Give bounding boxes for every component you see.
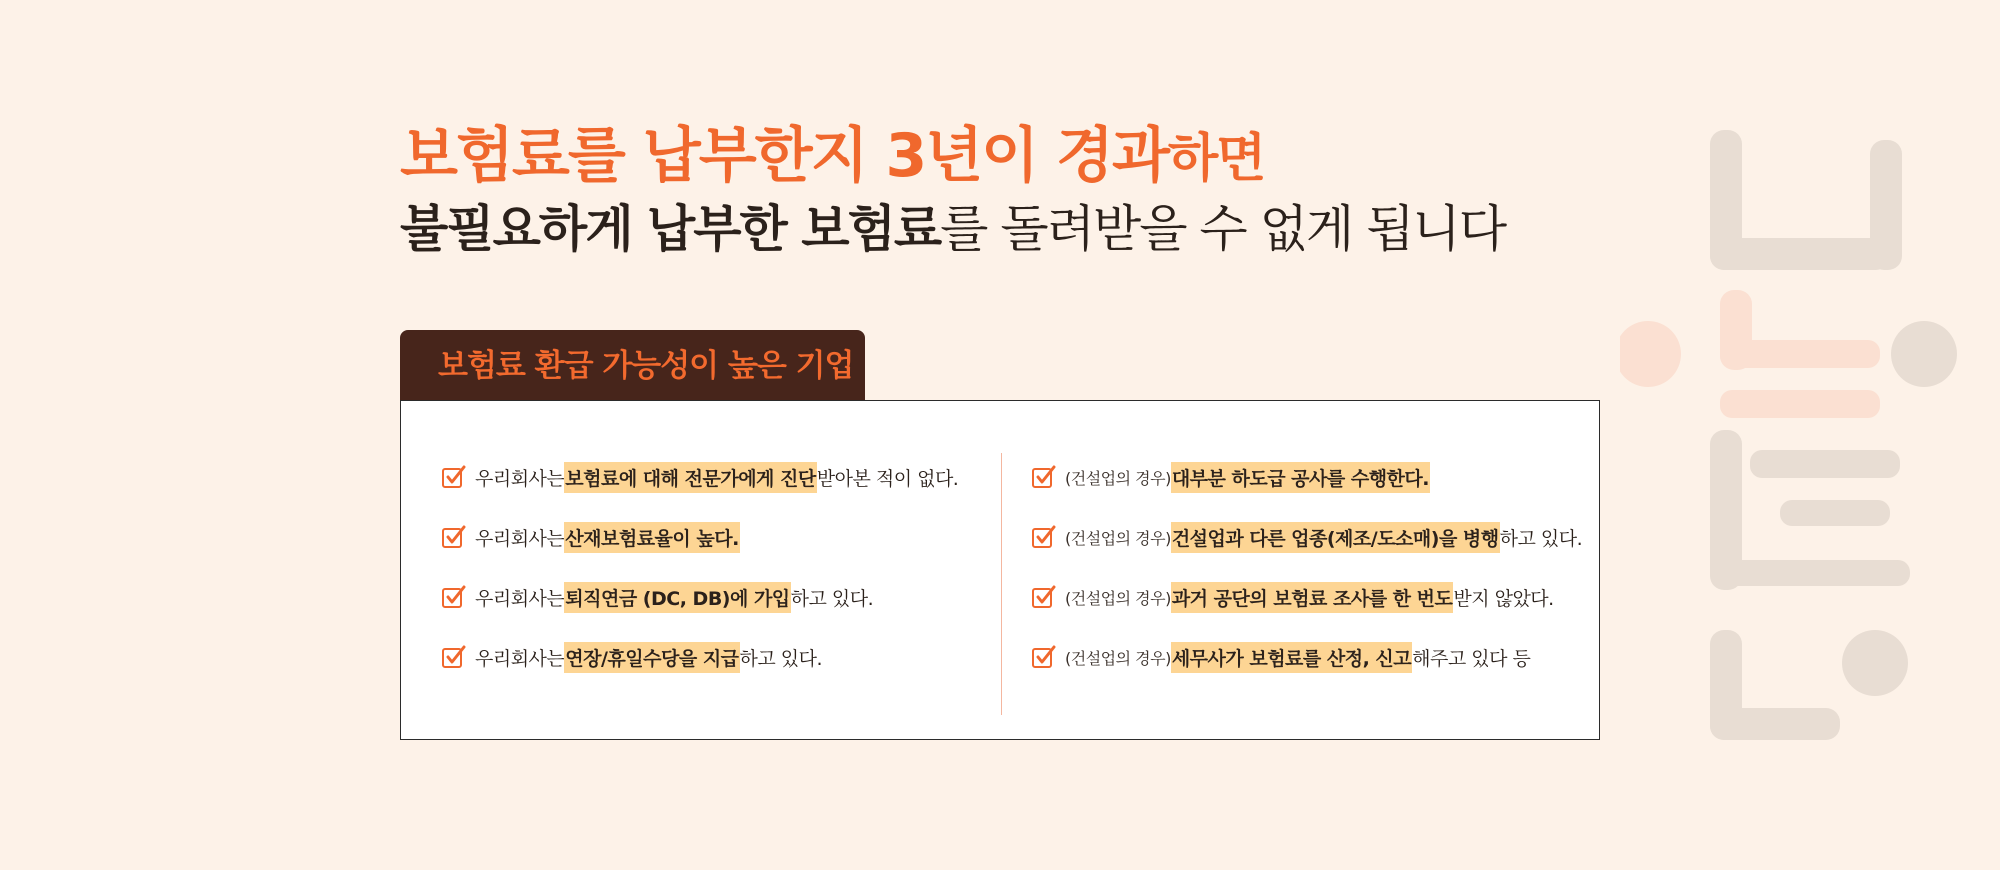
item-suffix: 받지 않았다. — [1453, 587, 1554, 610]
list-item — [1031, 457, 1582, 497]
right-checklist — [1031, 457, 1582, 697]
headline-line-2-bold: 불필요하게 납부한 보험료 — [400, 200, 941, 258]
check-box-icon — [1031, 644, 1057, 670]
check-box-icon — [1031, 584, 1057, 610]
check-box-icon — [441, 464, 467, 490]
item-suffix: 해주고 있다 등 — [1412, 647, 1531, 670]
list-item — [1031, 517, 1582, 557]
left-checklist — [441, 457, 958, 697]
item-suffix: 하고 있다. — [1499, 527, 1583, 550]
item-highlight: 건설업과 다른 업종(제조/도소매)을 병행 — [1171, 522, 1500, 553]
item-highlight: 산재보험료율이 높다. — [564, 522, 740, 553]
item-prefix: (건설업의 경우) — [1065, 588, 1171, 608]
headline-line-2 — [400, 197, 1505, 261]
item-prefix: 우리회사는 — [475, 527, 565, 550]
check-box-icon — [1031, 524, 1057, 550]
item-highlight: 보험료에 대해 전문가에게 진단 — [564, 462, 816, 493]
list-item — [441, 517, 958, 557]
item-highlight: 퇴직연금 (DC, DB)에 가입 — [564, 582, 790, 613]
item-suffix: 하고 있다. — [739, 647, 823, 670]
item-suffix: 받아본 적이 없다. — [816, 467, 959, 490]
headline-line-2-rest: 를 돌려받을 수 없게 됩니다 — [940, 200, 1505, 258]
headline — [400, 118, 1505, 261]
check-box-icon — [441, 584, 467, 610]
list-item — [1031, 577, 1582, 617]
decorative-background-glyphs — [1620, 110, 1980, 750]
headline-line-1-big: 보험료를 납부한지 3년이 경과 — [400, 121, 1168, 191]
item-suffix: 하고 있다. — [790, 587, 874, 610]
list-item — [441, 577, 958, 617]
item-highlight: 연장/휴일수당을 지급 — [564, 642, 739, 673]
check-box-icon — [441, 644, 467, 670]
item-prefix: (건설업의 경우) — [1065, 468, 1171, 488]
checklist-card — [400, 400, 1600, 740]
list-item — [441, 637, 958, 677]
item-prefix: (건설업의 경우) — [1065, 648, 1171, 668]
item-highlight: 과거 공단의 보험료 조사를 한 번도 — [1171, 582, 1454, 613]
check-box-icon — [441, 524, 467, 550]
list-item — [441, 457, 958, 497]
list-item — [1031, 637, 1582, 677]
headline-line-1-small: 하면 — [1167, 129, 1265, 189]
item-prefix: 우리회사는 — [475, 647, 565, 670]
check-box-icon — [1031, 464, 1057, 490]
item-highlight: 대부분 하도급 공사를 수행한다. — [1171, 462, 1430, 493]
item-prefix: 우리회사는 — [475, 467, 565, 490]
column-divider — [1001, 453, 1002, 715]
box-title-tab: 보험료 환급 가능성이 높은 기업 — [400, 330, 865, 402]
item-highlight: 세무사가 보험료를 산정, 신고 — [1171, 642, 1412, 673]
item-prefix: 우리회사는 — [475, 587, 565, 610]
item-prefix: (건설업의 경우) — [1065, 528, 1171, 548]
headline-line-1 — [400, 118, 1505, 197]
